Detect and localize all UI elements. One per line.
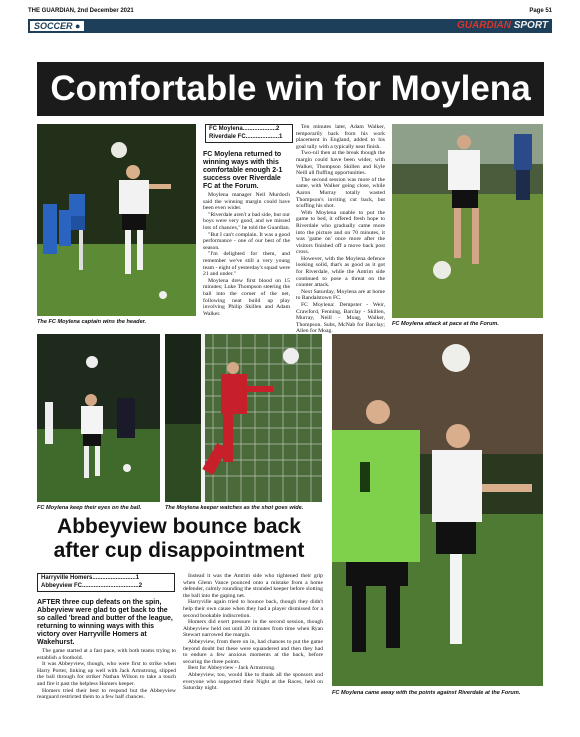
story1-col2: Ten minutes later, Adam Walker, temporarily back from his work placement in England, added to his goal tally with a typically neat finish. Two-nil then at the break though the margin could have been wider, with Walker, Thompson Skillen and Kyle Neill all fluffing opportunities. The second session was more of the same, with Walker going close, while Aaron Murray totally wasted Thompson's inviting cut back, but scuffing his shot. With Moylena unable to put the game to bed, it offered fresh hope to Riverdale who gradually came more into the picture and on 70 minutes, it was 'game on' once more after the visitors finished off a move back post cross. However, with the Moylena defence looking solid, that's as good as it got for Riverdale, while the Antrim side continued to pose a threat on the counter attack. Next Saturday, Moylena are at home to Randalstown FC. FC Moylena: Dempster - Weir, Crawford, Fenning, Barclay - Skillen, Murray, Neill - Moag, Walker, Thompson. Subs, McNab for Barclay; Allen for Moag. [296,124,385,335]
second-headline: Abbeyview bounce back after cup disappointment [53,515,305,562]
issue-date: THE GUARDIAN, 2nd December 2021 [28,8,134,14]
photo-eyes-on-ball [37,334,160,502]
photo-keeper-shot-wide [165,334,322,502]
caption-captain-header: The FC Moylena captain wins the header. [37,319,147,325]
caption-moylena-points: FC Moylena came away with the points against Riverdale at the Forum. [332,690,521,696]
score-line-away: Riverdale FC....................1 [209,133,283,140]
section-label: SOCCER ● [30,21,84,31]
score-line-away: Abbeyview FC..................................2 [41,582,143,589]
story1-lead: FC Moylena returned to winning ways with this comfortable enough 2-1 success over Riverdale FC at the Forum. [203,151,283,190]
photo-captain-header [37,124,196,316]
story2-col2: Instead it was the Antrim side who tightened their grip when Glenn Vance pounced onto a mistake from a home defender, calmly rounding the stranded keeper before slotting the ball into the gaping net. Harryville again tried to bounce back, though they didn't help their own cause when they had a player dismissed for a second bookable indiscretion. Homers did exert pressure in the second session, though Abbeyview held out until 20 minutes from time when Ryan Stewart narrowed the margin. Abbeyview, from there on in, had chances to put the game beyond doubt but these were squandered and then they had to endure a few anxious moments at the back, before securing the three points. Best for Abbeyview - Jack Armstrong. Abbeyview, too, would like to thank all the sponsors and everyone who supported their Night at the Races, held on Saturday night. [183,573,324,692]
score-box-moylena [205,124,293,143]
score-line-home: Harryville Homers..........................1 [41,575,140,581]
score-box-abbeyview [37,573,175,592]
page-number: Page 51 [529,8,552,14]
photo-moylena-points [332,334,543,686]
section-bar [28,19,552,33]
caption-keeper-shot-wide: The Moylena keeper watches as the shot goes wide. [165,505,304,511]
caption-eyes-on-ball: FC Moylena keep their eyes on the ball. [37,505,142,511]
story2-col1: AFTER three cup defeats on the spin, Abbeyview were glad to get back to the so called 'bread and butter of the league, returning to winning ways with this victory over Harryville Homers at Wakehurst. The game started at a fast pace, with both teams trying to establish a foothold. It was Abbeyview, though, who were first to strike when Harry Porter, linking up well with Jack Armstrong, slipped the ball through for striker Nathan Wilson to take a touch and fire it past the helpless Homers keeper. Homers tried their best to respond but the Abbeyview rearguard restricted them to a few half chances. [37,599,176,701]
story2-lead: AFTER three cup defeats on the spin, Abbeyview were glad to get back to the so called 'bread and butter of the league, returning to winning ways with this victory over Harryville Homers at Wakehurst. [37,599,173,646]
story1-col1: FC Moylena returned to winning ways with this comfortable enough 2-1 success over Riverdale FC at the Forum. Moylena manager Neil Murdoch said the winning margin could have been even wider. "Riverdale aren't a bad side, but our boys were very good, and we missed lots of chances," he told the Guardian. "But I can't complain. It was a good performance - one of our best of the season. "I'm delighted for them, and remember we've still a very young team - eight of yesterday's squad were 21 and under." Moylena drew first blood on 15 minutes; Luke Thompson steering the ball into the corner of the net, following neat build up play involving Philip Skillen and Adam Walker. [203,151,290,317]
football-icon: ● [75,21,81,31]
brand-logo: GUARDIAN SPORT [457,20,548,31]
photo-attack-pace [392,124,543,318]
score-line-home: FC Moylena....................2 [209,126,280,132]
page-header [28,8,552,16]
main-headline: Comfortable win for Moylena [37,62,544,116]
caption-attack-pace: FC Moylena attack at pace at the Forum. [392,321,499,327]
